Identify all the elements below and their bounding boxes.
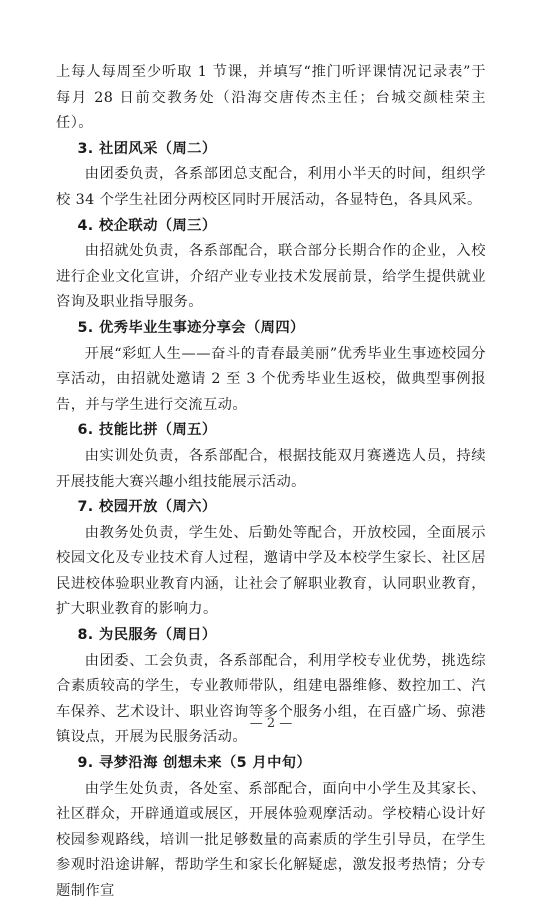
section-heading-3: 3. 社团风采（周二） — [77, 140, 217, 157]
document-body — [56, 60, 486, 905]
section-body-4: 由招就处负责，各系部配合，联合部分长期合作的企业，入校进行企业文化宣讲，介绍产业专业技术发展前景，给学生提供就业咨询及职业指导服务。 — [56, 243, 486, 311]
section-heading-7: 7. 校园开放（周六） — [77, 499, 217, 516]
intro-paragraph: 上每人每周至少听取 1 节课，并填写“推门听评课情况记录表”于每月 28 日前交教务处（沿海交唐传杰主任；台城交颜桂荣主任）。 — [56, 64, 486, 132]
section-heading-8: 8. 为民服务（周日） — [77, 627, 217, 644]
section-body-3: 由团委负责，各系部团总支配合，利用小半天的时间，组织学校 34 个学生社团分两校区同时开展活动，各显特色，各具风采。 — [56, 166, 486, 208]
section-body-6: 由实训处负责，各系部配合，根据技能双月赛遴选人员，持续开展技能大赛兴趣小组技能展示活动。 — [56, 447, 486, 490]
section-heading-9: 9. 寻梦沿海 创想未来（5 月中旬） — [77, 755, 312, 772]
section-body-7: 由教务处负责，学生处、后勤处等配合，开放校园，全面展示校园文化及专业技术育人过程，邀请中学及本校学生家长、社区居民进校体验职业教育内涵，让社会了解职业教育，认同职业教育，扩大职业教育的影响力。 — [56, 524, 486, 618]
section-heading-6: 6. 技能比拼（周五） — [77, 422, 217, 439]
page-number: — 2 — — [249, 716, 293, 731]
section-body-5: 开展“彩虹人生——奋斗的青春最美丽”优秀毕业生事迹校园分享活动，由招就处邀请 2 至 3 个优秀毕业生返校，做典型事例报告，并与学生进行交流互动。 — [56, 345, 486, 413]
section-body-8: 由团委、工会负责，各系部配合，利用学校专业优势，挑选综合素质较高的学生，专业教师带队，组建电器维修、数控加工、汽车保养、艺术设计、职业咨询等多个服务小组，在百盛广场、弶港镇设点，开展为民服务活动。 — [56, 652, 486, 746]
section-heading-4: 4. 校企联动（周三） — [77, 217, 217, 234]
section-body-9: 由学生处负责，各处室、系部配合，面向中小学生及其家长、社区群众，开辟通道或展区，开展体验观摩活动。学校精心设计好校园参观路线，培训一批足够数量的高素质的学生引导员，在学生参观时沿途讲解，帮助学生和家长化解疑虑，激发报考热情；分专题制作宣 — [56, 780, 486, 899]
section-heading-5: 5. 优秀毕业生事迹分享会（周四） — [77, 319, 305, 336]
